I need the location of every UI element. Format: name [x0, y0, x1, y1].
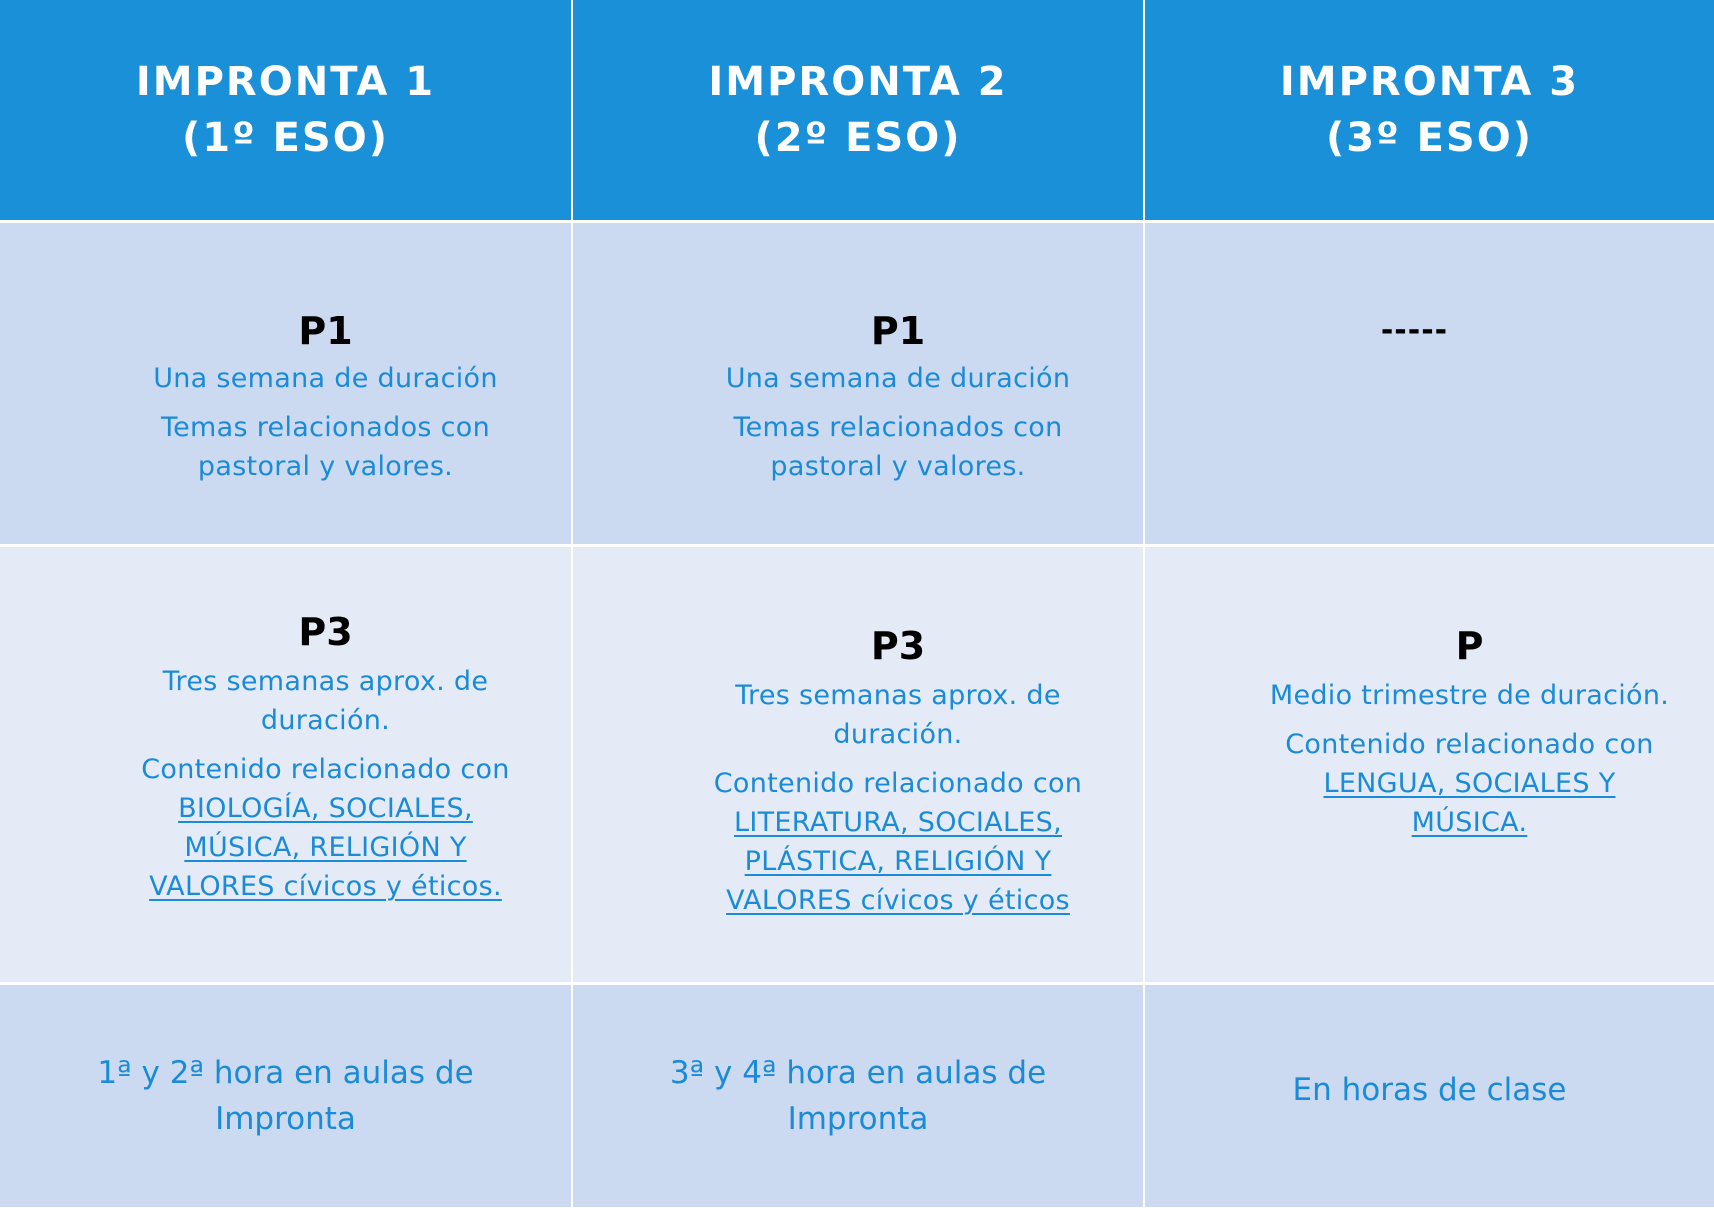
header-impronta-3: [1145, 0, 1714, 220]
subject-link[interactable]: LITERATURA, SOCIALES,: [734, 807, 1062, 838]
cell-p1-impronta-2: [573, 223, 1143, 544]
duration-text: Una semana de duración: [153, 363, 498, 394]
header-title: IMPRONTA 1: [135, 59, 436, 105]
project-label: P1: [870, 309, 926, 353]
duration-text: duración.: [833, 719, 963, 750]
duration-text: Medio trimestre de duración.: [1269, 680, 1670, 711]
header-impronta-2: [573, 0, 1143, 220]
header-subtitle: (3º ESO): [1325, 115, 1533, 161]
cell-p1-impronta-1: [0, 223, 571, 544]
header-impronta-1: [0, 0, 571, 220]
header-subtitle: (1º ESO): [181, 115, 389, 161]
header-subtitle: (2º ESO): [754, 115, 962, 161]
topic-text: Temas relacionados con: [160, 412, 491, 443]
empty-placeholder: -----: [1380, 313, 1449, 348]
cell-empty-impronta-3: [1145, 223, 1714, 544]
content-intro: Contenido relacionado con: [713, 768, 1083, 799]
schedule-text: Impronta: [787, 1101, 929, 1137]
duration-text: duración.: [260, 705, 391, 736]
project-label: P: [1455, 624, 1484, 668]
cell-p3-impronta-2: [573, 547, 1143, 982]
cell-p-impronta-3: [1145, 547, 1714, 982]
subject-link[interactable]: VALORES cívicos y éticos: [726, 885, 1070, 916]
subject-link[interactable]: BIOLOGÍA, SOCIALES,: [178, 793, 473, 824]
cell-schedule-impronta-2: [573, 985, 1143, 1207]
subject-link[interactable]: MÚSICA, RELIGIÓN Y: [184, 832, 467, 863]
topic-text: pastoral y valores.: [770, 451, 1026, 482]
project-label: P1: [298, 309, 353, 353]
cell-p3-impronta-1: [0, 547, 571, 982]
subject-link[interactable]: LENGUA, SOCIALES Y: [1323, 768, 1616, 799]
cell-schedule-impronta-1: [0, 985, 571, 1207]
schedule-text: En horas de clase: [1292, 1072, 1567, 1108]
project-label: P3: [870, 624, 926, 668]
schedule-text: 1ª y 2ª hora en aulas de: [97, 1055, 474, 1091]
subject-link[interactable]: VALORES cívicos y éticos.: [149, 871, 502, 902]
topic-text: pastoral y valores.: [197, 451, 454, 482]
duration-text: Tres semanas aprox. de: [735, 680, 1061, 711]
subject-link[interactable]: MÚSICA.: [1411, 807, 1528, 838]
header-title: IMPRONTA 2: [708, 59, 1008, 105]
schedule-text: 3ª y 4ª hora en aulas de: [669, 1055, 1047, 1091]
duration-text: Una semana de duración: [725, 363, 1071, 394]
content-intro: Contenido relacionado con: [1285, 729, 1654, 760]
cell-schedule-impronta-3: [1145, 985, 1714, 1207]
duration-text: Tres semanas aprox. de: [162, 666, 489, 697]
topic-text: Temas relacionados con: [733, 412, 1063, 443]
header-title: IMPRONTA 3: [1279, 59, 1580, 105]
content-intro: Contenido relacionado con: [141, 754, 510, 785]
schedule-text: Impronta: [215, 1101, 356, 1137]
project-label: P3: [298, 610, 353, 654]
subject-link[interactable]: PLÁSTICA, RELIGIÓN Y: [744, 846, 1052, 877]
